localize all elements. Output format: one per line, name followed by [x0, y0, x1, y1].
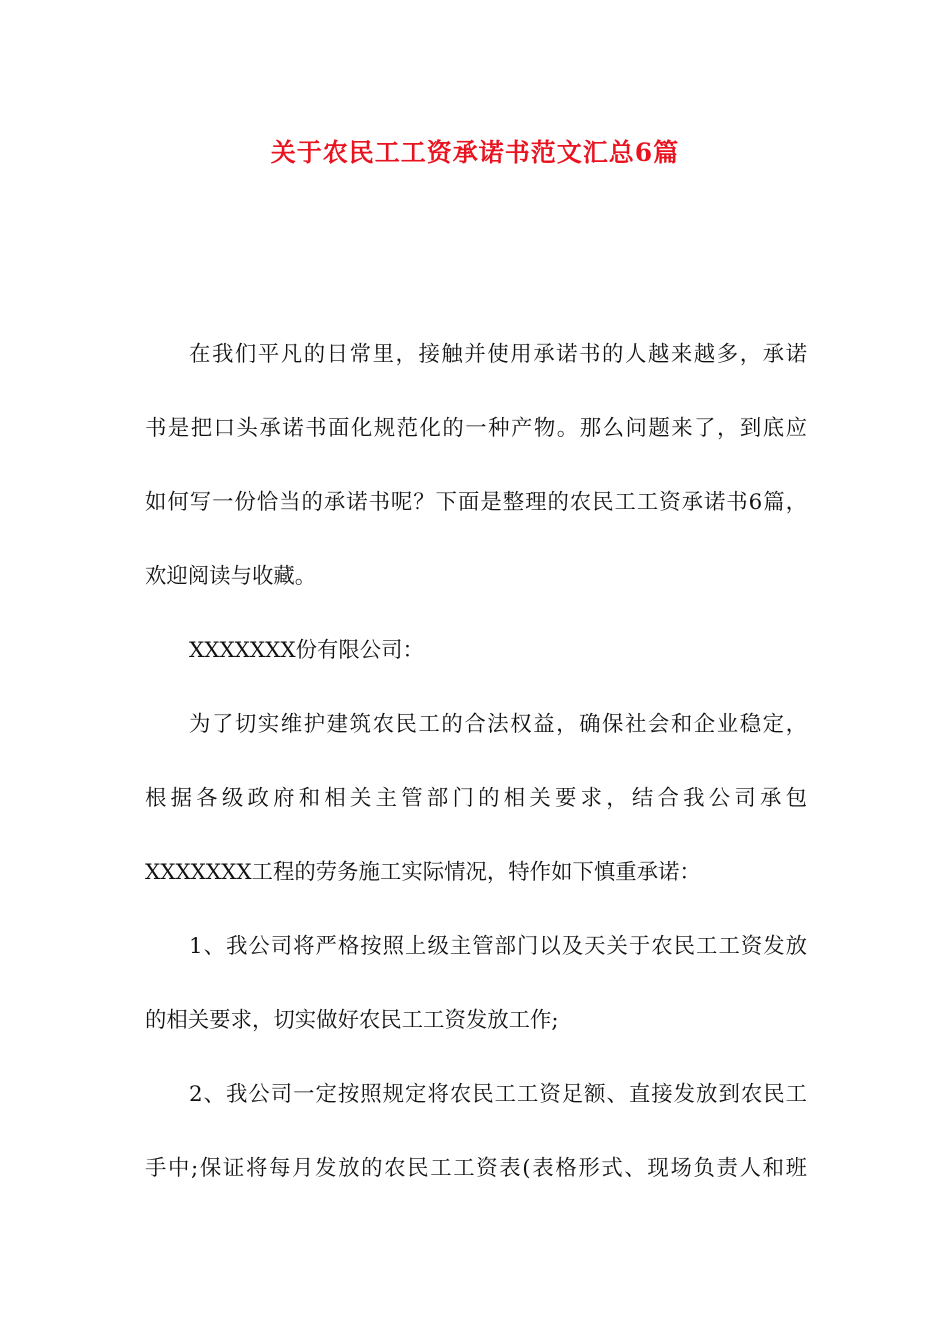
- paragraph-line: XXXXXXX工程的劳务施工实际情况，特作如下慎重承诺：: [145, 860, 701, 885]
- paragraph-line: 书是把口头承诺书面化规范化的一种产物。那么问题来了，到底应: [145, 416, 807, 441]
- paragraph-line: 根据各级政府和相关主管部门的相关要求，结合我公司承包: [145, 786, 807, 811]
- list-item-line: 1、我公司将严格按照上级主管部门以及天关于农民工工资发放: [189, 934, 807, 959]
- paragraph-line: 在我们平凡的日常里，接触并使用承诺书的人越来越多，承诺: [189, 342, 807, 367]
- salutation-line: XXXXXXX份有限公司：: [189, 638, 424, 663]
- list-item-line: 2、我公司一定按照规定将农民工工资足额、直接发放到农民工: [189, 1082, 807, 1107]
- list-item-line: 手中;保证将每月发放的农民工工资表(表格形式、现场负责人和班: [145, 1156, 807, 1181]
- document-title: 关于农民工工资承诺书范文汇总6篇: [270, 138, 680, 167]
- paragraph-line: 为了切实维护建筑农民工的合法权益，确保社会和企业稳定，: [189, 712, 807, 737]
- paragraph-line: 欢迎阅读与收藏。: [145, 564, 317, 589]
- list-item-line: 的相关要求，切实做好农民工工资发放工作;: [145, 1008, 559, 1033]
- paragraph-line: 如何写一份恰当的承诺书呢？下面是整理的农民工工资承诺书6篇，: [145, 490, 807, 515]
- document-body: [145, 318, 807, 1206]
